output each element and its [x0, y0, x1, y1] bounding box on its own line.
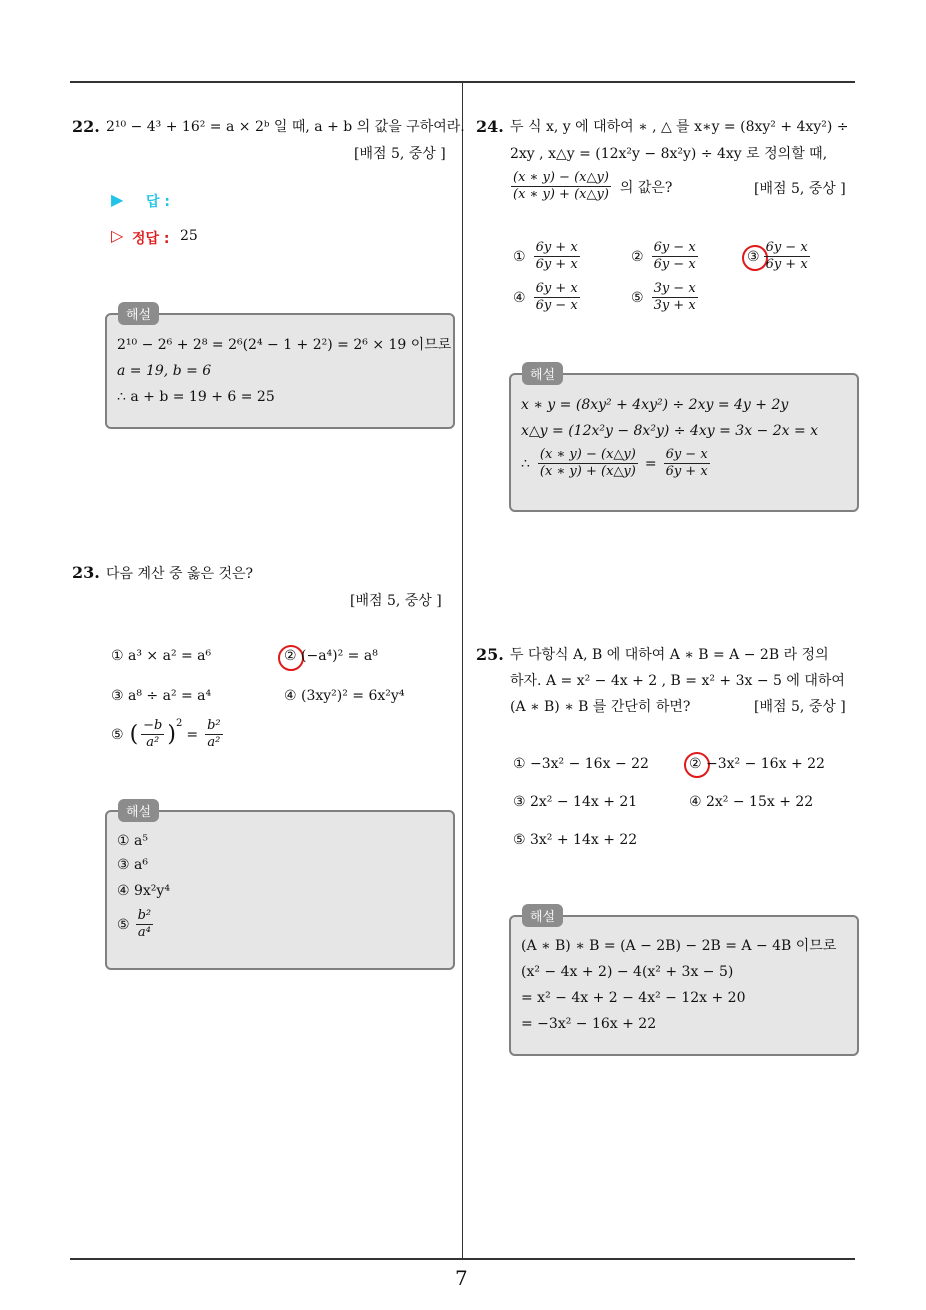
q24-expression-fraction: $\frac{(x ∗ y) - (x\triangle y)}{(x ∗ y) + (x\triangle y)}$: [513, 170, 609, 202]
correct-arrow-icon: ▷: [111, 226, 124, 245]
q23-choice-5-mark: ⑤: [111, 726, 124, 743]
q23-solution-line1: ① a⁵: [117, 833, 148, 849]
q22-answer-label: 답 :: [146, 194, 170, 210]
q22-points: [배점 5, 중상 ]: [354, 146, 446, 162]
q24-line1: 두 식 x, y 에 대하여 ∗ , △ 를 x∗y = (8xy² + 4xy²) ÷: [510, 119, 849, 135]
q22-solution-line2: a = 19, b = 6: [117, 363, 212, 379]
q24-choice-2[interactable]: ② $\frac{6y - x}{6y - x}$: [631, 240, 696, 272]
q25-line1: 두 다항식 A, B 에 대하여 A ∗ B = A − 2B 라 정의: [510, 647, 829, 663]
q24-choice-5[interactable]: ⑤ $\frac{3y - x}{3y + x}$: [631, 281, 696, 313]
q23-points: [배점 5, 중상 ]: [350, 593, 442, 609]
q23-question: 다음 계산 중 옳은 것은?: [106, 566, 254, 582]
q25-choice-5[interactable]: ⑤ 3x² + 14x + 22: [513, 832, 638, 848]
q25-choice-2[interactable]: ② −3x² − 16x + 22: [689, 756, 825, 772]
q25-solution-line3: = x² − 4x + 2 − 4x² − 12x + 20: [521, 990, 746, 1006]
q22-correct-value: 25: [180, 228, 198, 244]
q25-number: 25.: [476, 645, 504, 664]
q23-choice-3[interactable]: ③ a⁸ ÷ a² = a⁴: [111, 688, 212, 704]
q24-solution-line2: x△y = (12x²y − 8x²y) ÷ 4xy = 3x − 2x = x: [521, 423, 819, 439]
page-number: 7: [455, 1266, 468, 1290]
q23-solution-line4: ⑤ $\frac{\text{b²}}{\text{a⁴}}$: [117, 908, 152, 940]
q22-solution-line1: 2¹⁰ − 2⁶ + 2⁸ = 2⁶(2⁴ − 1 + 2²) = 2⁶ × 19 이므로: [117, 337, 452, 353]
q25-points: [배점 5, 중상 ]: [754, 699, 846, 715]
q22-number: 22.: [72, 117, 100, 136]
q24-choice-3[interactable]: ③ $\frac{6y - x}{6y + x}$: [747, 240, 808, 272]
q23-number: 23.: [72, 563, 100, 582]
q23-solution-badge: 해설: [118, 799, 159, 822]
q23-solution-line2: ③ a⁶: [117, 857, 148, 873]
q24-line3: $\frac{(x ∗ y) - (x\triangle y)}{(x ∗ y) + (x\triangle y)}$ 의 값은?: [513, 170, 673, 202]
q22-solution-badge: 해설: [118, 302, 159, 325]
q23-solution-fraction: $\frac{\text{b²}}{\text{a⁴}}$: [137, 908, 152, 940]
q25-solution-line4: = −3x² − 16x + 22: [521, 1016, 657, 1032]
q24-solution-line1: x ∗ y = (8xy² + 4xy²) ÷ 2xy = 4y + 2y: [521, 397, 789, 413]
q23-choice-4[interactable]: ④ (3xy²)² = 6x²y⁴: [284, 688, 405, 704]
q23-choice-1[interactable]: ① a³ × a² = a⁶: [111, 648, 212, 664]
q24-solution-line3: ∴ $\frac{(x ∗ y) - (x\triangle y)}{(x ∗ y) + (x\triangle y)}$ = $\frac{6y - x}{6y + x}$: [521, 447, 708, 479]
q24-points: [배점 5, 중상 ]: [754, 181, 846, 197]
q25-choice-3[interactable]: ③ 2x² − 14x + 21: [513, 794, 638, 810]
q24-number: 24.: [476, 117, 504, 136]
q25-solution-line1: (A ∗ B) ∗ B = (A − 2B) − 2B = A − 4B 이므로: [521, 938, 837, 954]
q23-choice-2[interactable]: ② (−a⁴)² = a⁸: [284, 648, 378, 664]
q24-line2: 2xy , x△y = (12x²y − 8x²y) ÷ 4xy 로 정의할 때,: [510, 146, 828, 162]
column-divider: [462, 83, 463, 1259]
q22-correct-label: 정답 :: [132, 231, 170, 247]
q23-choice-5[interactable]: [111, 718, 226, 751]
q22-solution-line3: ∴ a + b = 19 + 6 = 25: [117, 389, 275, 405]
q25-solution-badge: 해설: [522, 904, 563, 927]
q25-choice-1[interactable]: ① −3x² − 16x − 22: [513, 756, 649, 772]
q24-choice-1[interactable]: ① $\frac{6y + x}{6y + x}$: [513, 240, 578, 272]
q23-choice-5-expr: ( $\frac{-b}{\text{a²}}$ ) $^2$ = $\frac{\text{b²}}{\text{a²}}$: [129, 718, 221, 750]
q25-line2: 하자. A = x² − 4x + 2 , B = x² + 3x − 5 에 대하여: [510, 673, 845, 689]
bottom-rule: [70, 1258, 855, 1260]
q25-solution-line2: (x² − 4x + 2) − 4(x² + 3x − 5): [521, 964, 734, 980]
q24-solution-badge: 해설: [522, 362, 563, 385]
q25-choice-4[interactable]: ④ 2x² − 15x + 22: [689, 794, 814, 810]
q25-line3: (A ∗ B) ∗ B 를 간단히 하면?: [510, 699, 691, 715]
q24-choice-4[interactable]: ④ $\frac{6y + x}{6y - x}$: [513, 281, 578, 313]
q22-question: 2¹⁰ − 4³ + 16² = a × 2ᵇ 일 때, a + b 의 값을 구하여라.: [106, 119, 465, 135]
q23-solution-line3: ④ 9x²y⁴: [117, 883, 170, 899]
answer-arrow-icon: ▶: [111, 190, 124, 209]
